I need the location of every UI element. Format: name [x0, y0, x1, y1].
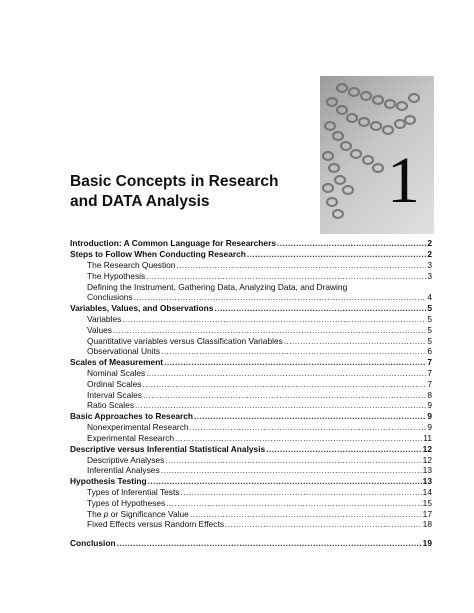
toc-subsection-entry	[70, 346, 432, 357]
toc-subsection-entry	[70, 509, 432, 520]
toc-entry-title: Types of Inferential Tests	[87, 487, 180, 498]
toc-entry-title: Conclusions	[87, 292, 133, 303]
toc-page-number: 15	[422, 498, 432, 508]
toc-leader-dots	[134, 292, 427, 303]
toc-subsection-entry	[70, 368, 432, 379]
toc-page-number: 7	[427, 368, 432, 379]
toc-page-number: 18	[422, 519, 432, 530]
toc-entry-title: Quantitative variables versus Classification Variables	[87, 335, 283, 346]
toc-page-number: 11	[423, 432, 432, 443]
toc-subsection-entry	[70, 455, 432, 466]
toc-page-number: 3	[427, 260, 432, 271]
toc-page-number: 8	[427, 389, 432, 400]
toc-entry-title: Descriptive Analyses	[87, 454, 165, 465]
toc-page-number: 12	[422, 443, 432, 454]
toc-subsection-entry	[70, 282, 432, 293]
toc-entry-title: Variables, Values, and Observations	[70, 303, 214, 314]
toc-leader-dots	[194, 411, 426, 422]
toc-leader-dots	[190, 509, 422, 520]
toc-leader-dots	[284, 336, 427, 347]
toc-subsection-entry	[70, 271, 432, 282]
toc-subsection-entry	[70, 292, 432, 303]
toc-entry-title: Nominal Scales	[87, 368, 146, 379]
toc-section-entry	[70, 538, 432, 549]
toc-entry-title: Inferential Analyses	[87, 465, 160, 476]
toc-page-number: 5	[427, 325, 432, 335]
toc-leader-dots	[135, 400, 426, 411]
toc-subsection-entry	[70, 487, 432, 498]
toc-page-number: 6	[427, 346, 432, 357]
toc-page-number: 7	[427, 378, 432, 389]
toc-page-number: 13	[422, 476, 432, 487]
toc-page-number: 2	[427, 238, 432, 248]
chapter-title-line-1: Basic Concepts in Research	[70, 173, 279, 190]
toc-entry-title: Ordinal Scales	[87, 378, 142, 389]
toc-leader-dots	[214, 303, 426, 314]
toc-leader-dots	[143, 390, 426, 401]
toc-entry-title: Introduction: A Common Language for Researchers	[70, 238, 276, 248]
toc-page-number: 4	[427, 292, 432, 303]
toc-page-number: 3	[427, 271, 432, 282]
toc-subsection-entry	[70, 390, 432, 401]
toc-leader-dots	[148, 476, 422, 487]
toc-leader-dots	[164, 357, 426, 368]
toc-subsection-entry	[70, 433, 432, 444]
toc-subsection-entry	[70, 519, 432, 530]
toc-page-number: 9	[427, 411, 432, 421]
toc-page-number: 19	[422, 538, 432, 549]
toc-subsection-entry	[70, 498, 432, 509]
toc-leader-dots	[266, 444, 421, 455]
toc-page-number: 5	[427, 314, 432, 325]
toc-leader-dots	[176, 260, 426, 271]
toc-page-number: 9	[427, 400, 432, 411]
toc-leader-dots	[247, 249, 426, 260]
toc-leader-dots	[161, 465, 422, 476]
toc-section-entry	[70, 444, 432, 455]
toc-leader-dots	[175, 433, 422, 444]
toc-entry-title: Experimental Research	[87, 432, 175, 443]
toc-entry-title: Values	[87, 325, 112, 335]
toc-entry-title: Conclusion	[70, 538, 116, 549]
toc-leader-dots	[225, 519, 422, 530]
toc-entry-title: Ratio Scales	[87, 400, 135, 411]
toc-leader-dots	[146, 368, 426, 379]
toc-page-number: 2	[427, 249, 432, 260]
toc-leader-dots	[166, 498, 421, 509]
toc-section-entry	[70, 411, 432, 422]
toc-entry-title: Scales of Measurement	[70, 357, 164, 368]
toc-leader-dots	[122, 314, 426, 325]
toc-entry-title: Interval Scales	[87, 389, 142, 400]
toc-leader-dots	[117, 538, 422, 549]
toc-entry-title: Types of Hypotheses	[87, 498, 166, 508]
toc-page-number: 5	[427, 335, 432, 346]
toc-page-number: 9	[427, 422, 432, 433]
toc-leader-dots	[180, 487, 421, 498]
chapter-art	[320, 76, 434, 234]
toc-entry-title: Variables	[87, 314, 122, 325]
toc-page-number: 7	[427, 357, 432, 368]
toc-entry-title: Basic Approaches to Research	[70, 411, 194, 421]
toc-subsection-entry	[70, 260, 432, 271]
toc-subsection-entry	[70, 336, 432, 347]
toc-leader-dots	[161, 346, 426, 357]
toc-leader-dots	[113, 325, 426, 336]
table-of-contents	[70, 238, 432, 549]
toc-entry-title: Steps to Follow When Conducting Research	[70, 249, 246, 260]
toc-section-entry	[70, 476, 432, 487]
toc-entry-title: Descriptive versus Inferential Statistical Analysis	[70, 443, 266, 454]
toc-entry-title: The p or Significance Value	[87, 508, 189, 519]
toc-entry-title: Hypothesis Testing	[70, 476, 147, 487]
toc-page-number: 14	[422, 487, 432, 498]
toc-entry-title: Defining the Instrument, Gathering Data, Analyzing Data, and Drawing	[87, 281, 348, 292]
chapter-title	[70, 172, 278, 212]
toc-leader-dots	[146, 271, 426, 282]
toc-subsection-entry	[70, 422, 432, 433]
toc-section-entry	[70, 249, 432, 260]
toc-leader-dots	[165, 455, 421, 466]
toc-page-number: 13	[422, 465, 432, 476]
toc-section-entry	[70, 357, 432, 368]
toc-leader-dots	[189, 422, 426, 433]
toc-entry-title: Observational Units	[87, 346, 161, 357]
toc-leader-dots	[142, 379, 426, 390]
toc-subsection-entry	[70, 325, 432, 336]
toc-subsection-entry	[70, 314, 432, 325]
toc-entry-title: Nonexperimental Research	[87, 422, 189, 433]
toc-section-entry	[70, 303, 432, 314]
toc-section-entry	[70, 238, 432, 249]
toc-page-number: 5	[427, 303, 432, 314]
chapter-title-line-2: and DATA Analysis	[70, 193, 210, 210]
toc-leader-dots	[277, 238, 426, 249]
toc-entry-title: The Research Question	[87, 260, 176, 271]
toc-subsection-entry	[70, 400, 432, 411]
toc-page-number: 12	[422, 454, 432, 465]
toc-subsection-entry	[70, 379, 432, 390]
toc-entry-title: The Hypothesis	[87, 271, 146, 282]
toc-page-number: 17	[422, 508, 432, 519]
chapter-number: 1	[387, 144, 420, 217]
toc-subsection-entry	[70, 465, 432, 476]
toc-entry-title: Fixed Effects versus Random Effects	[87, 519, 225, 530]
